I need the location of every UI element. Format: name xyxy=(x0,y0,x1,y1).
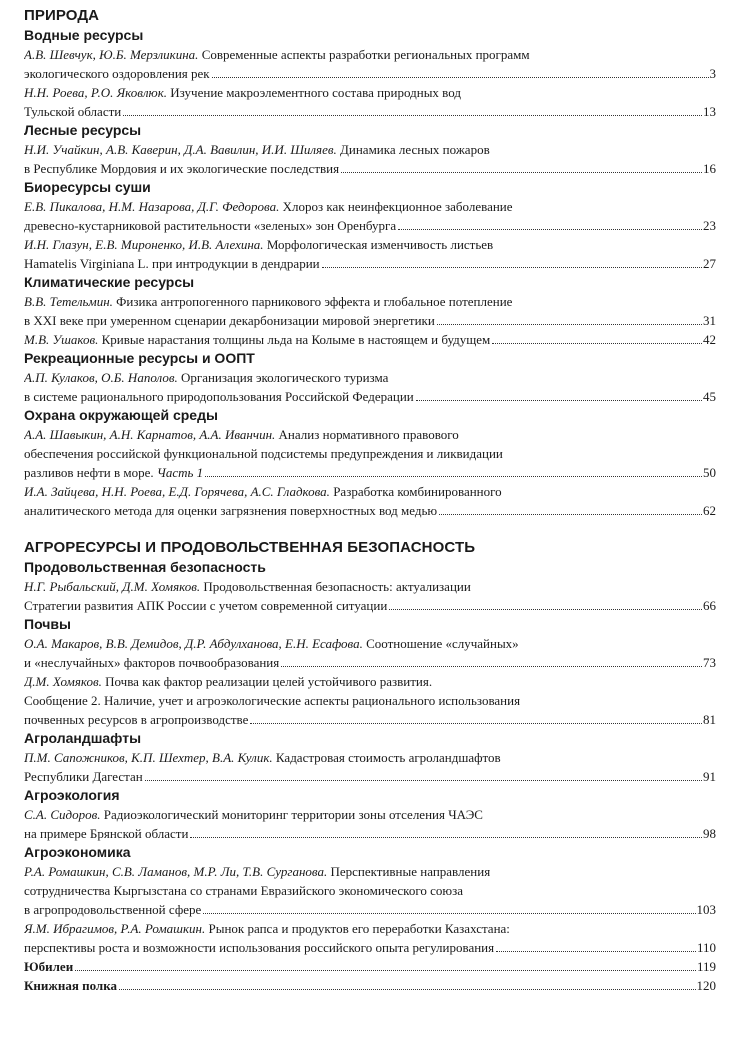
entry-text xyxy=(24,596,387,615)
entry-title-text: экологического оздоровления рек xyxy=(24,66,210,81)
entry-authors: А.П. Кулаков, О.Б. Наполов. xyxy=(24,370,178,385)
entry-title-text: Продовольственная безопасность: актуализации xyxy=(200,579,471,594)
entry-title-text: Радиоэкологический мониторинг территории зоны отселения ЧАЭС xyxy=(100,807,483,822)
page-number: 119 xyxy=(696,959,716,974)
entry-line xyxy=(24,577,716,596)
entry-line xyxy=(24,805,716,824)
entry-title-text: Кривые нарастания толщины льда на Колыме в настоящем и будущем xyxy=(98,332,491,347)
page-number: 3 xyxy=(709,66,716,81)
dot-leader xyxy=(389,609,702,610)
entry-text xyxy=(24,159,339,178)
dot-leader xyxy=(203,913,695,914)
entry-authors: Я.М. Ибрагимов, Р.А. Ромашкин. xyxy=(24,921,206,936)
entry-line xyxy=(24,862,716,881)
dot-leader xyxy=(416,400,702,401)
dot-leader xyxy=(119,989,695,990)
entry-title-text: аналитического метода для оценки загрязнения поверхностных вод медью xyxy=(24,503,438,518)
toc-entry[interactable] xyxy=(24,140,716,178)
toc-entry[interactable] xyxy=(24,45,716,83)
entry-line xyxy=(24,881,716,900)
entry-last-line xyxy=(24,254,716,273)
entry-text xyxy=(24,387,414,406)
entry-title-text: Физика антропогенного парникового эффекта и глобальное потепление xyxy=(112,294,513,309)
page-number: 16 xyxy=(703,161,716,176)
toc-entry[interactable] xyxy=(24,83,716,121)
entry-text xyxy=(24,216,396,235)
entry-last-line xyxy=(24,501,716,520)
entry-title-text: и «неслучайных» факторов почвообразования xyxy=(24,655,280,670)
subsection-title: Биоресурсы суши xyxy=(24,179,151,195)
extra-label: Юбилеи xyxy=(24,959,74,974)
toc-extra-entry[interactable] xyxy=(24,957,716,976)
entry-authors: Р.А. Ромашкин, С.В. Ламанов, М.Р. Ли, Т.В. Сурганова. xyxy=(24,864,328,879)
entry-title-text: почвенных ресурсов в агропроизводстве xyxy=(24,712,249,727)
page-number: 66 xyxy=(703,598,716,613)
dot-leader xyxy=(492,343,702,344)
toc-entry[interactable] xyxy=(24,197,716,235)
entry-line xyxy=(24,444,716,463)
entry-title-text: в Республике Мордовия и их экологические последствия xyxy=(24,161,340,176)
section-title: ПРИРОДА xyxy=(24,7,100,24)
entry-title-text: Хлороз как неинфекционное заболевание xyxy=(279,199,513,214)
section-spacer xyxy=(24,520,716,538)
entry-line xyxy=(24,482,716,501)
dot-leader xyxy=(437,324,702,325)
dot-leader xyxy=(212,77,709,78)
toc-entry[interactable] xyxy=(24,919,716,957)
entry-text xyxy=(24,710,248,729)
entry-authors: И.Н. Глазун, Е.В. Мироненко, И.В. Алехина. xyxy=(24,237,264,252)
entry-last-line xyxy=(24,653,716,672)
page-number: 120 xyxy=(696,978,716,993)
page-number: 50 xyxy=(703,465,716,480)
extra-label: Книжная полка xyxy=(24,978,118,993)
subsection-title: Почвы xyxy=(24,616,71,632)
entry-text xyxy=(24,463,203,482)
entry-title-text: Тульской области xyxy=(24,104,122,119)
dot-leader xyxy=(190,837,702,838)
entry-title-text: Кадастровая стоимость агроландшафтов xyxy=(272,750,501,765)
entry-last-line xyxy=(24,710,716,729)
entry-authors: Д.М. Хомяков. xyxy=(24,674,102,689)
entry-title-text: в XXI веке при умеренном сценарии декарбонизации мировой энергетики xyxy=(24,313,435,328)
entry-last-line xyxy=(24,102,716,121)
subsection-title: Продовольственная безопасность xyxy=(24,559,266,575)
entry-line xyxy=(24,748,716,767)
entry-line xyxy=(24,83,716,102)
page-number: 45 xyxy=(703,389,716,404)
entry-title-text: Соотношение «случайных» xyxy=(362,636,519,651)
entry-title-text: обеспечения российской функциональной подсистемы предупреждения и ликвидации xyxy=(24,446,503,461)
toc-entry[interactable] xyxy=(24,862,716,919)
entry-line xyxy=(24,197,716,216)
dot-leader xyxy=(398,229,702,230)
dot-leader xyxy=(496,951,696,952)
table-of-contents xyxy=(24,6,716,995)
entry-line xyxy=(24,292,716,311)
entry-text xyxy=(24,501,437,520)
subsection-title: Лесные ресурсы xyxy=(24,122,142,138)
entry-title-text: Перспективные направления xyxy=(327,864,491,879)
entry-line xyxy=(24,140,716,159)
subsection-title: Агроэкономика xyxy=(24,844,131,860)
entry-authors: И.А. Зайцева, Н.Н. Роева, Е.Д. Горячева, А.С. Гладкова. xyxy=(24,484,330,499)
entry-title-text: Разработка комбинированного xyxy=(329,484,502,499)
entry-last-line xyxy=(24,596,716,615)
entry-text xyxy=(24,767,143,786)
toc-entry[interactable] xyxy=(24,368,716,406)
page-number: 73 xyxy=(703,655,716,670)
entry-title-text: Hamatelis Virginiana L. при интродукции в дендрарии xyxy=(24,256,320,271)
entry-authors: В.В. Тетельмин. xyxy=(24,294,113,309)
entry-text xyxy=(24,64,210,83)
entry-text xyxy=(24,311,435,330)
entry-text xyxy=(24,653,279,672)
entry-last-line xyxy=(24,900,716,919)
entry-last-line xyxy=(24,938,716,957)
entry-authors: А.А. Шавыкин, А.Н. Карнатов, А.А. Иванчин. xyxy=(24,427,276,442)
entry-title-text: Современные аспекты разработки региональных программ xyxy=(198,47,530,62)
entry-last-line xyxy=(24,463,716,482)
entry-title-text: Рынок рапса и продуктов его переработки Казахстана: xyxy=(205,921,510,936)
entry-line xyxy=(24,672,716,691)
toc-entry[interactable] xyxy=(24,577,716,615)
toc-entry[interactable] xyxy=(24,634,716,672)
entry-authors: Е.В. Пикалова, Н.М. Назарова, Д.Г. Федорова. xyxy=(24,199,280,214)
subsection-title: Агроландшафты xyxy=(24,730,142,746)
dot-leader xyxy=(205,476,702,477)
entry-line xyxy=(24,425,716,444)
dot-leader xyxy=(250,723,702,724)
page-number: 103 xyxy=(696,902,716,917)
page-number: 23 xyxy=(703,218,716,233)
page-number: 27 xyxy=(703,256,716,271)
toc-extra-entry[interactable] xyxy=(24,976,716,995)
entry-line xyxy=(24,235,716,254)
entry-title-text: Стратегии развития АПК России с учетом современной ситуации xyxy=(24,598,388,613)
dot-leader xyxy=(439,514,702,515)
subsection-title: Агроэкология xyxy=(24,787,120,803)
entry-text xyxy=(24,254,320,273)
entry-text xyxy=(24,102,121,121)
section-title: АГРОРЕСУРСЫ И ПРОДОВОЛЬСТВЕННАЯ БЕЗОПАСНОСТЬ xyxy=(24,539,476,556)
entry-text xyxy=(24,938,494,957)
entry-title-text: в агропродовольственной сфере xyxy=(24,902,202,917)
entry-last-line xyxy=(24,824,716,843)
entry-line xyxy=(24,691,716,710)
entry-title-text: Изучение макроэлементного состава природных вод xyxy=(167,85,461,100)
dot-leader xyxy=(145,780,702,781)
entry-title-text: Динамика лесных пожаров xyxy=(336,142,490,157)
toc-entry[interactable] xyxy=(24,672,716,729)
entry-line xyxy=(24,634,716,653)
entry-title-text: Почва как фактор реализации целей устойчивого развития. xyxy=(101,674,433,689)
entry-title-text: на примере Брянской области xyxy=(24,826,189,841)
entry-last-line xyxy=(24,216,716,235)
dot-leader xyxy=(281,666,702,667)
toc-entry[interactable] xyxy=(24,805,716,843)
entry-text xyxy=(24,900,201,919)
entry-line xyxy=(24,919,716,938)
entry-title-text: Анализ нормативного правового xyxy=(275,427,459,442)
page-number: 110 xyxy=(696,940,716,955)
entry-last-line xyxy=(24,387,716,406)
subsection-title: Водные ресурсы xyxy=(24,27,144,43)
page-number: 81 xyxy=(703,712,716,727)
entry-last-line xyxy=(24,311,716,330)
entry-title-text: сотрудничества Кыргызстана со странами Евразийского экономического союза xyxy=(24,883,463,898)
entry-line xyxy=(24,368,716,387)
entry-authors: С.А. Сидоров. xyxy=(24,807,101,822)
entry-last-line xyxy=(24,64,716,83)
entry-title-text: Республики Дагестан xyxy=(24,769,143,784)
page-number: 98 xyxy=(703,826,716,841)
toc-entry[interactable] xyxy=(24,330,716,349)
toc-entry[interactable] xyxy=(24,482,716,520)
subsection-title: Охрана окружающей среды xyxy=(24,407,218,423)
entry-last-line xyxy=(24,767,716,786)
entry-line xyxy=(24,45,716,64)
subsection-title: Климатические ресурсы xyxy=(24,274,195,290)
entry-part-label: Часть 1 xyxy=(156,465,204,480)
page-number: 13 xyxy=(703,104,716,119)
page-number: 42 xyxy=(703,332,716,347)
entry-text xyxy=(24,824,188,843)
entry-authors: О.А. Макаров, В.В. Демидов, Д.Р. Абдулханова, Е.Н. Есафова. xyxy=(24,636,363,651)
toc-entry[interactable] xyxy=(24,235,716,273)
dot-leader xyxy=(341,172,702,173)
dot-leader xyxy=(322,267,702,268)
entry-last-line xyxy=(24,159,716,178)
entry-title-text: Морфологическая изменчивость листьев xyxy=(263,237,494,252)
entry-title-text: древесно-кустарниковой растительности «зеленых» зон Оренбурга xyxy=(24,218,397,233)
page-number: 91 xyxy=(703,769,716,784)
dot-leader xyxy=(75,970,696,971)
toc-entry[interactable] xyxy=(24,292,716,330)
entry-authors: А.В. Шевчук, Ю.Б. Мерзликина. xyxy=(24,47,199,62)
entry-title-text: перспективы роста и возможности использования российского опыта регулирования xyxy=(24,940,495,955)
toc-entry[interactable] xyxy=(24,748,716,786)
page-number: 62 xyxy=(703,503,716,518)
toc-entry[interactable] xyxy=(24,425,716,482)
entry-authors: Н.Н. Роева, Р.О. Яковлюк. xyxy=(24,85,168,100)
entry-text xyxy=(24,330,490,349)
dot-leader xyxy=(123,115,702,116)
entry-title-text: Сообщение 2. Наличие, учет и агроэкологические аспекты рационального использования xyxy=(24,693,521,708)
entry-title-text: в системе рационального природопользования Российской Федерации xyxy=(24,389,414,404)
entry-title-text: Организация экологического туризма xyxy=(177,370,389,385)
entry-title-text: разливов нефти в море. xyxy=(24,465,157,480)
page-number: 31 xyxy=(703,313,716,328)
subsection-title: Рекреационные ресурсы и ООПТ xyxy=(24,350,255,366)
entry-last-line xyxy=(24,330,716,349)
entry-authors: Н.Г. Рыбальский, Д.М. Хомяков. xyxy=(24,579,201,594)
entry-authors: П.М. Сапожников, К.П. Шехтер, В.А. Кулик. xyxy=(24,750,273,765)
entry-authors: М.В. Ушаков. xyxy=(24,332,99,347)
entry-authors: Н.И. Учайкин, А.В. Каверин, Д.А. Вавилин, И.И. Шиляев. xyxy=(24,142,337,157)
